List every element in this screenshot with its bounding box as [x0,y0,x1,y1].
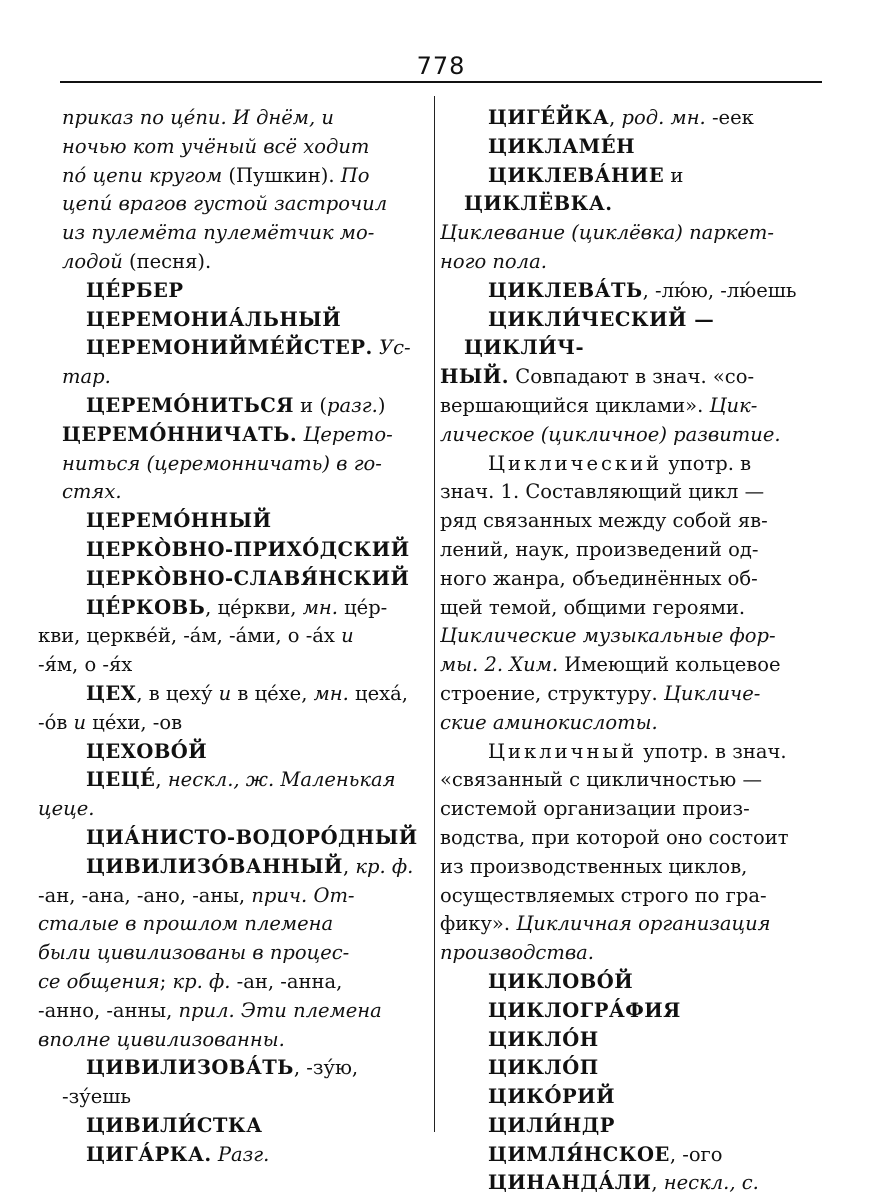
example-text: цеце. [38,797,95,821]
forms-text: -ан, -анна, [230,969,343,993]
forms-text: -я́м, о -я́х [38,653,133,677]
entry-ciklevat [464,277,820,306]
entry-cinandali [464,1169,820,1198]
label-text: Разг. [211,1142,270,1166]
entry-cerkov [38,594,418,680]
forms-text: в це́хе, [231,681,314,705]
headword: ЦИКЛАМЕ́Н [488,134,636,158]
forms-text: кви, церкве́й, -а́м, -а́ми, о -а́х [38,624,342,648]
example-text: приказ по це́пи. И днём, и [62,106,334,129]
example-text: производства. [440,941,595,965]
entry-cilindr [464,1112,820,1141]
definition-text: из производственных циклов, [440,854,748,878]
headword: ЦЕРКО̀ВНО-ПРИХО́ДСКИЙ [86,537,410,561]
label-text: нескл., ж. Маленькая [167,768,396,792]
forms-text: , [651,1171,664,1195]
definition-text: щей темой, общими героями. [440,595,746,619]
definition-text: системой организации произ- [440,797,750,821]
entry-ciklop [464,1054,820,1083]
headword: ЦИНАНДА́ЛИ [488,1171,652,1195]
entry-cerber [62,277,418,306]
forms-text: , [155,768,168,792]
forms-text: -еек [705,106,754,129]
headword: ЦЕРЕМО́ННИЧАТЬ. [62,422,298,446]
label-text: Ус- [372,336,411,360]
usage-paragraph-ciklichesky [440,450,820,738]
entry-cianisto-vodorodny [62,824,418,853]
forms-text: це́хи, -ов [86,710,183,734]
label-text: и [218,681,232,705]
entry-ciklamen [464,133,820,162]
definition-text: Совпадают в знач. «со- [509,365,755,389]
headword: ЦЕ́РКОВЬ [86,595,206,619]
forms-text: , -ого [669,1142,723,1166]
example-text: прил. Эти племена [178,998,382,1022]
conjunction-text: и [664,163,684,187]
left-column [38,104,418,1169]
headword: ЦИЛИ́НДР [488,1113,615,1137]
example-text: Цикличе- [663,681,761,705]
entry-ciklovoy [464,968,820,997]
entry-ceremonny [62,507,418,536]
headword: ЦИМЛЯ́НСКОЕ [488,1142,670,1166]
page-number: 778 [416,52,466,80]
forms-text: ; [159,969,173,993]
entry-cikoriy [464,1083,820,1112]
headword: ЦИКЛЁВКА. [464,192,613,216]
headword: ЦИКЛИ́ЧЕСКИЙ — ЦИКЛИ́Ч- [464,307,715,360]
definition-text: употр. в [662,451,752,475]
bracket-text: ) [377,393,386,417]
entry-cigeyka [464,104,820,133]
headword: ЦИКЛОГРА́ФИЯ [488,998,681,1022]
entry-cehovoy [62,738,418,767]
entry-civilizovat [62,1054,418,1112]
definition-text: ного жанра, объединённых об- [440,566,758,590]
headword: НЫЙ. [440,365,510,389]
headword: ЦЕРЕМО́НИТЬСЯ [86,393,294,417]
example-text: се общения [38,969,160,993]
forms-text: -о́в [38,710,74,734]
headword: ЦИКЛО́Н [488,1027,599,1051]
definition-text: водства, при которой оно состоит [440,825,789,849]
column-divider [434,96,435,1132]
entry-cece [38,766,418,824]
headword: ЦИГЕ́ЙКА [488,106,610,129]
example-text: прич. От- [251,883,355,907]
source-text: (песня). [122,249,212,273]
example-text: по́ цепи кругом [62,163,223,187]
example-text: Цикличная организация [516,912,771,936]
label-text: кр. ф. [355,854,414,878]
forms-text: , -зу́ю, -зу́ешь [62,1056,359,1109]
headword: ЦИКЛОВО́Й [488,969,634,993]
headword: ЦИКЛЕВА́ТЬ [488,278,643,302]
definition-text: ряд связанных между собой яв- [440,509,768,533]
example-text: Цереmo- [297,422,393,446]
forms-text: , це́ркви, [205,595,303,619]
entry-ceh [38,680,418,738]
headword: ЦИВИЛИЗОВА́ТЬ [86,1056,294,1080]
headword: ЦЕРЕМОНИА́ЛЬНЫЙ [86,307,342,331]
example-text: Циклические музыкальные фор- [440,624,776,648]
label-text: и [341,624,354,648]
usage-term: Циклический [488,451,663,475]
example-text: стях. [62,480,122,504]
label-text: мн. [302,595,338,619]
definition-text: строение, структуру. [440,681,664,705]
headword: ЦИКО́РИЙ [488,1085,616,1109]
example-text: Циклевание (циклёвка) паркет- [440,221,775,245]
label-text: разг. [327,393,378,417]
definition-text: знач. 1. Составляющий цикл — [440,480,765,504]
header-rule [60,81,822,83]
headword: ЦИВИЛИ́СТКА [86,1113,263,1137]
forms-text: , в цеху́ [136,681,219,705]
label-text: кр. ф. [172,969,231,993]
label-text: мн. [313,681,349,705]
entry-ceremonitsya [62,392,418,421]
example-text: цепи́ врагов густой застрочил [62,192,388,216]
example-text: По [340,163,370,187]
definition-text: фику». [440,912,517,936]
definition-text: осуществляемых строго по гра- [440,883,767,907]
entry-civilizovanny [38,853,418,1055]
headword: ЦИКЛО́П [488,1056,599,1080]
label-text: и [73,710,87,734]
entry-ceremonialny [62,306,418,335]
example-text: из пулемёта пулемётчик мо- [62,221,375,245]
headword: ЦЕРЕМО́ННЫЙ [86,509,272,533]
entry-cerkovno-slavyansky [62,565,418,594]
usage-paragraph-ciklichny [440,738,820,968]
headword: ЦИВИЛИЗО́ВАННЫЙ [86,854,343,878]
entry-ciklevanie [440,162,820,277]
forms-text: цеха́, [348,681,408,705]
entry-ciklichesky [440,306,820,450]
headword: ЦЕРКО̀ВНО-СЛАВЯ́НСКИЙ [86,566,410,590]
entry-cerkovno-prihodsky [62,536,418,565]
entry-ceremoniymeyster [62,334,418,392]
entry-ciklografiya [464,997,820,1026]
label-text: нескл., с. [663,1171,759,1195]
headword: ЦЕРЕМОНИЙМЕ́ЙСТЕР. [86,336,373,360]
usage-term: Цикличный [488,739,637,763]
headword: ЦЕЦЕ́ [86,768,156,792]
forms-text: -ан, -ана, -ано, -аны, [38,883,252,907]
headword: ЦИА́НИСТО-ВОДОРО́ДНЫЙ [86,825,418,849]
example-text: Цик- [709,393,758,417]
conjunction-text: и ( [293,393,327,417]
forms-text: , -лю́ю, -лю́ешь [642,278,797,302]
definition-text: Имеющий кольцевое [558,653,781,677]
entry-cimlyanskoe [464,1141,820,1170]
definition-text: «связанный с цикличностью — [440,768,762,792]
example-text: мы. 2. Хим. [440,653,559,677]
example-text: ниться (церемонничать) в го- [62,451,382,475]
example-text: ские аминокислоты. [440,710,658,734]
example-text: ного пола. [440,249,547,273]
headword: ЦЕХ [86,681,137,705]
entry-civilistka [62,1112,418,1141]
entry-ceremonnichat [62,421,418,507]
forms-text: це́р- [337,595,388,619]
label-text: род. мн. [621,106,706,129]
headword: ЦИГА́РКА. [86,1142,212,1166]
headword: ЦЕ́РБЕР [86,278,184,302]
example-text: лическое (цикличное) развитие. [440,422,781,446]
definition-text: вершающийся циклами». [440,393,710,417]
example-text: были цивилизованы в процес- [38,941,350,965]
headword: ЦИКЛЕВА́НИЕ [488,163,665,187]
headword: ЦЕХОВО́Й [86,739,208,763]
entry-continuation [62,104,418,277]
definition-text: лений, наук, произведений од- [440,537,759,561]
forms-text: -анно, -анны, [38,998,179,1022]
example-text: вполне цивилизованны. [38,1027,285,1051]
entry-ciklon [464,1026,820,1055]
forms-text: , [609,106,622,129]
source-text: (Пушкин). [222,163,341,187]
entry-cigarka [62,1141,418,1170]
right-column [440,104,820,1198]
example-text: сталые в прошлом племена [38,912,334,936]
example-text: ночью кот учёный всё ходит [62,134,370,158]
definition-text: употр. в знач. [636,739,787,763]
forms-text: , [342,854,356,878]
example-text: лодой [62,249,123,273]
label-text: тар. [62,365,111,389]
